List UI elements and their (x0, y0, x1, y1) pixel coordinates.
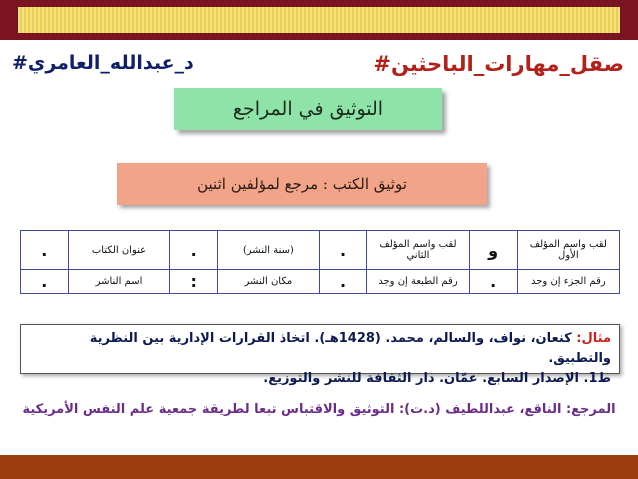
example-line-2: ط1. الإصدار السابع. عمّان. دار الثقافة للنشر والتوزيع. (263, 371, 611, 386)
table-cell: (سنة النشر) (217, 231, 319, 270)
table-cell: لقب واسم المؤلف الأول (517, 231, 619, 270)
table-row (21, 270, 620, 294)
reference-source: المرجع: الناقع، عبداللطيف (د.ت): التوثيق والاقتباس تبعا لطريقة جمعية علم النفس الأمريكية (22, 402, 616, 417)
table-cell: . (21, 231, 69, 270)
striped-banner (18, 7, 620, 33)
table-cell: . (319, 270, 367, 294)
top-decorative-band (0, 0, 638, 40)
header-row (0, 52, 638, 82)
table-cell: . (21, 270, 69, 294)
table-cell: رقم الجزء إن وجد (517, 270, 619, 294)
slide-title: التوثيق في المراجع (174, 88, 442, 130)
table-cell: . (469, 270, 517, 294)
slide-subtitle: توثيق الكتب : مرجع لمؤلفين اثنين (117, 163, 487, 205)
example-text: كنعان، نواف، والسالم، محمد. (1428هـ). اتخاذ القرارات الإدارية بين النظرية والتطبيق. (89, 331, 611, 366)
table-cell: : (170, 270, 218, 294)
table-cell: اسم الناشر (68, 270, 170, 294)
table-cell: و (469, 231, 517, 270)
example-box (20, 324, 620, 386)
table-cell: . (319, 231, 367, 270)
series-hashtag: #صقل_مهارات_الباحثين (373, 52, 624, 76)
table-cell: لقب واسم المؤلف الثاني (367, 231, 469, 270)
table-cell: . (170, 231, 218, 270)
example-line-1 (29, 329, 611, 369)
citation-format-table (20, 230, 620, 294)
table-cell: رقم الطبعة إن وجد (367, 270, 469, 294)
author-hashtag: #د_عبدالله_العامري (12, 52, 194, 74)
table-row (21, 231, 620, 270)
table-cell: عنوان الكتاب (68, 231, 170, 270)
table-cell: مكان النشر (217, 270, 319, 294)
bottom-decorative-band (0, 455, 638, 479)
example-label: مثال: (576, 331, 611, 346)
